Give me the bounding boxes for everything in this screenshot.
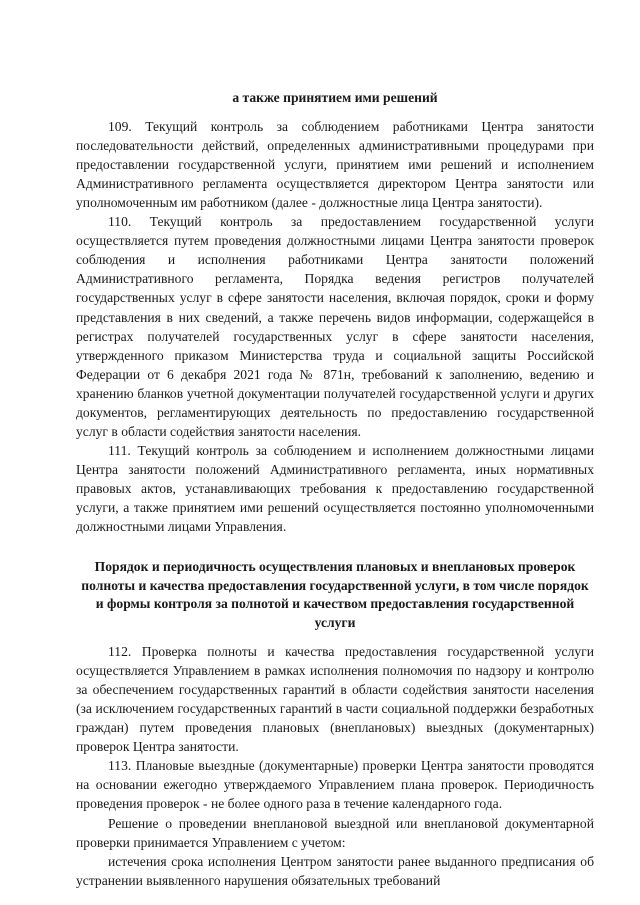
- paragraph-111: 111. Текущий контроль за соблюдением и исполнением должностными лицами Центра занятости положений Административного регламента, иных нормативных правовых актов, устанавливающих требования к предоставлению государственной услуги, а также принятием ими решений осуществляется постоянно уполномоченными должностными лицами Управления.: [76, 442, 594, 535]
- paragraph-113: 113. Плановые выездные (документарные) проверки Центра занятости проводятся на основании ежегодно утверждаемого Управлением плана проверок. Периодичность проведения проверок - не более одного раза в течение календарного года.: [76, 758, 594, 812]
- section-heading: Порядок и периодичность осуществления плановых и внеплановых проверок полноты и качества предоставления государственной услуги, в том числе порядок и формы контроля за полнотой и качеством предоставления государственной услуги: [81, 559, 589, 630]
- document-page: [76, 88, 594, 890]
- paragraph-112: 112. Проверка полноты и качества предоставления государственной услуги осуществляется Управлением в рамках исполнения полномочия по надзору и контролю за обеспечением государственных гарантий в области содействия занятости населения (за исключением государственных гарантий в части социальной поддержки безработных граждан) путем проведения плановых (внеплановых) выездных (документарных) проверок Центра занятости.: [76, 644, 594, 755]
- section-heading-continued: а также принятием ими решений: [232, 90, 438, 105]
- paragraph-decision: Решение о проведении внеплановой выездной или внеплановой документарной проверки принимается Управлением с учетом:: [76, 815, 594, 850]
- paragraph-expiration: истечения срока исполнения Центром занятости ранее выданного предписания об устранении выявленного нарушения обязательных требований: [76, 853, 594, 888]
- paragraph-109: 109. Текущий контроль за соблюдением работниками Центра занятости последовательности действий, определенных административными процедурами при предоставлении государственной услуги, принятием ими решений и исполнением Административного регламента осуществляется директором Центра занятости или уполномоченным им работником (далее - должностные лица Центра занятости).: [76, 119, 594, 211]
- paragraph-110: 110. Текущий контроль за предоставлением государственной услуги осуществляется путем проведения должностными лицами Центра занятости проверок соблюдения и исполнения работниками Центра занятости положений Административного регламента, Порядка ведения регистров получателей государственных услуг в сфере занятости населения, включая порядок, сроки и форму представления в них сведений, а также перечень видов информации, содержащейся в регистрах получателей государственных услуг в сфере занятости населения, утвержденного приказом Министерства труда и социальной защиты Российской Федерации от 6 декабря 2021 года № 871н, требований к заполнению, ведению и хранению бланков учетной документации получателей государственной услуги и других документов, регламентирующих деятельность по предоставлению государственной услуг в области содействия занятости населения.: [76, 214, 594, 439]
